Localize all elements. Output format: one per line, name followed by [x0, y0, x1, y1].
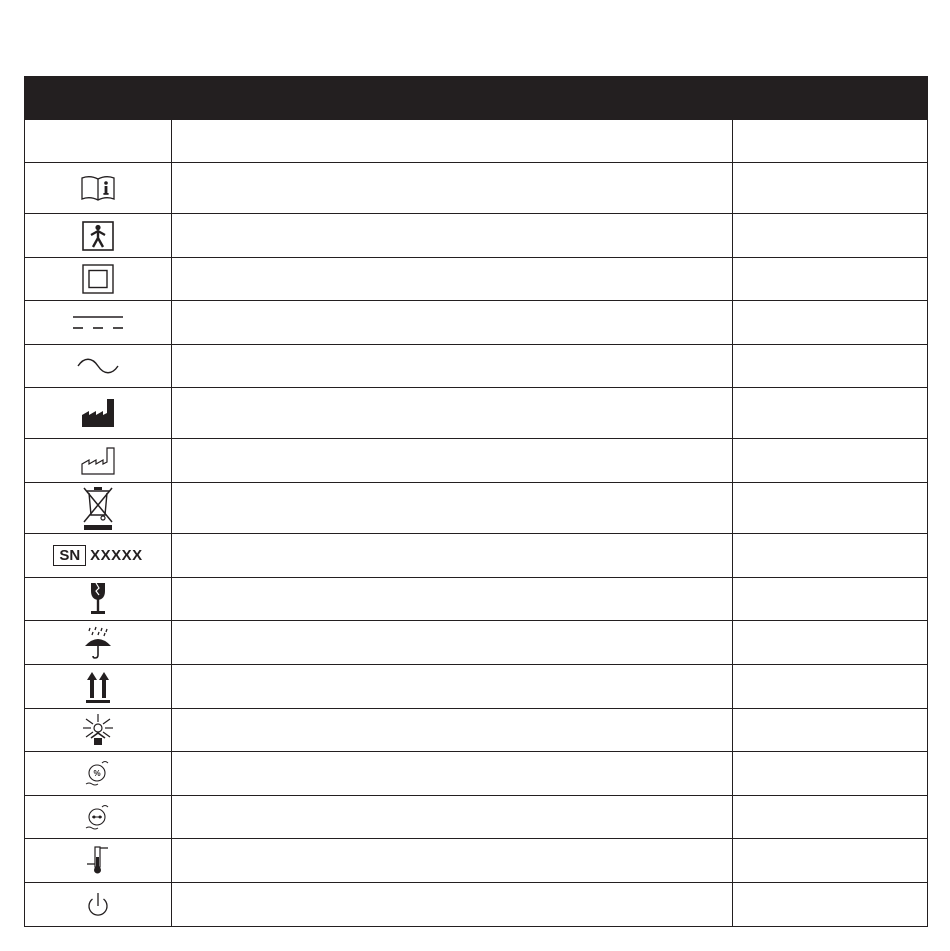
description-cell — [172, 665, 733, 709]
keep-dry-icon — [83, 626, 113, 660]
note-cell — [733, 665, 928, 709]
description-cell — [172, 345, 733, 388]
table-row — [25, 163, 928, 214]
note-cell — [733, 483, 928, 534]
table-row — [25, 301, 928, 345]
description-cell — [172, 796, 733, 839]
note-cell — [733, 301, 928, 345]
description-cell — [172, 839, 733, 883]
table-row — [25, 839, 928, 883]
table-row — [25, 483, 928, 534]
serial-number-icon — [25, 545, 171, 566]
note-cell — [733, 796, 928, 839]
symbol-cell — [25, 709, 172, 752]
symbol-cell — [25, 258, 172, 301]
symbol-cell — [25, 388, 172, 439]
table-row — [25, 214, 928, 258]
table-row — [25, 439, 928, 483]
note-cell — [733, 578, 928, 621]
this-way-up-icon — [84, 670, 112, 704]
symbol-cell — [25, 534, 172, 578]
description-cell — [172, 120, 733, 163]
weee-crossed-bin-icon — [81, 485, 115, 531]
fragile-icon — [88, 582, 108, 616]
symbol-cell — [25, 345, 172, 388]
table-row — [25, 621, 928, 665]
description-cell — [172, 578, 733, 621]
symbol-cell — [25, 839, 172, 883]
note-cell — [733, 883, 928, 927]
description-cell — [172, 214, 733, 258]
table-row — [25, 578, 928, 621]
keep-away-from-sunlight-icon — [82, 713, 114, 747]
note-cell — [733, 621, 928, 665]
symbol-cell — [25, 214, 172, 258]
symbol-cell — [25, 120, 172, 163]
note-cell — [733, 388, 928, 439]
date-of-manufacture-icon — [80, 446, 116, 476]
table-row — [25, 709, 928, 752]
humidity-symbol: % — [93, 768, 101, 778]
humidity-limitation-icon — [84, 760, 112, 788]
symbol-cell — [25, 439, 172, 483]
direct-current-icon — [71, 313, 125, 333]
description-cell — [172, 709, 733, 752]
table-row — [25, 796, 928, 839]
table-row — [25, 534, 928, 578]
symbol-cell — [25, 578, 172, 621]
temperature-limitation-icon — [84, 845, 112, 877]
type-bf-applied-part-icon — [81, 220, 115, 252]
table-row — [25, 665, 928, 709]
symbol-cell — [25, 752, 172, 796]
manufacturer-icon — [80, 397, 116, 429]
table-row — [25, 258, 928, 301]
description-cell — [172, 883, 733, 927]
note-cell — [733, 752, 928, 796]
table-row — [25, 120, 928, 163]
serial-number-value: XXXXX — [90, 547, 143, 564]
atmospheric-pressure-limitation-icon — [84, 803, 112, 831]
description-cell — [172, 752, 733, 796]
symbols-table — [24, 76, 928, 927]
description-cell — [172, 621, 733, 665]
description-cell — [172, 388, 733, 439]
description-cell — [172, 483, 733, 534]
note-cell — [733, 839, 928, 883]
note-cell — [733, 214, 928, 258]
header-symbol — [25, 77, 172, 120]
serial-number-label: SN — [53, 545, 86, 566]
header-description — [172, 77, 733, 120]
note-cell — [733, 345, 928, 388]
table-row — [25, 388, 928, 439]
alternating-current-icon — [76, 357, 120, 375]
note-cell — [733, 439, 928, 483]
description-cell — [172, 439, 733, 483]
table-row — [25, 752, 928, 796]
description-cell — [172, 301, 733, 345]
power-standby-icon — [85, 891, 111, 919]
class-ii-equipment-icon — [81, 263, 115, 295]
header-row — [25, 77, 928, 120]
symbol-cell — [25, 665, 172, 709]
symbol-cell — [25, 621, 172, 665]
header-note — [733, 77, 928, 120]
symbol-cell — [25, 883, 172, 927]
consult-instructions-icon — [80, 174, 116, 202]
symbol-cell — [25, 796, 172, 839]
note-cell — [733, 258, 928, 301]
note-cell — [733, 163, 928, 214]
description-cell — [172, 534, 733, 578]
symbol-cell — [25, 163, 172, 214]
description-cell — [172, 163, 733, 214]
table-row — [25, 883, 928, 927]
description-cell — [172, 258, 733, 301]
symbol-cell — [25, 483, 172, 534]
note-cell — [733, 709, 928, 752]
table-row — [25, 345, 928, 388]
note-cell — [733, 120, 928, 163]
symbol-cell — [25, 301, 172, 345]
note-cell — [733, 534, 928, 578]
